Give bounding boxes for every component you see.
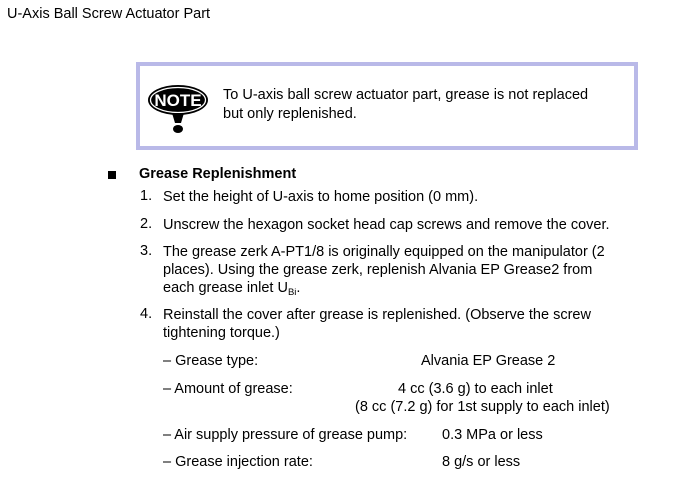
step-text (163, 216, 610, 234)
step-text-line: tightening torque.) (163, 325, 280, 341)
spec-label: – Grease type: (163, 353, 259, 369)
page-header-title: U-Axis Ball Screw Actuator Part (7, 6, 211, 22)
spec-label: – Grease injection rate: (163, 454, 313, 470)
step-text-line: places). Using the grease zerk, replenish Alvania EP Grease2 from (163, 262, 593, 278)
square-bullet-icon (108, 171, 116, 179)
note-text-line-2: but only replenished. (223, 106, 357, 122)
step-text (163, 188, 478, 206)
section-heading: Grease Replenishment (139, 166, 297, 182)
step-number: 2. (140, 216, 153, 232)
note-icon (147, 79, 211, 135)
step-number: 4. (140, 306, 153, 322)
note-text (223, 86, 623, 124)
step-number: 1. (140, 188, 153, 204)
note-box (136, 62, 638, 150)
spec-value: 4 cc (3.6 g) to each inlet (398, 381, 553, 397)
step-text-line: Reinstall the cover after grease is replenished. (Observe the screw (163, 307, 591, 323)
spec-label: – Air supply pressure of grease pump: (163, 427, 408, 443)
step-number: 3. (140, 243, 153, 259)
step-text-line (163, 279, 605, 302)
step-text-line: Unscrew the hexagon socket head cap screws and remove the cover. (163, 217, 610, 233)
spec-label: – Amount of grease: (163, 381, 293, 397)
spec-value: Alvania EP Grease 2 (421, 353, 556, 369)
spec-value: 8 g/s or less (442, 454, 521, 470)
note-text-line-1: To U-axis ball screw actuator part, grease is not replaced (223, 87, 589, 103)
step-text-period: . (296, 280, 301, 296)
step-text (163, 243, 605, 302)
step-text (163, 306, 591, 342)
inlet-subscript: Bi (287, 287, 297, 298)
step-text-line: The grease zerk A-PT1/8 is originally equipped on the manipulator (2 (163, 244, 605, 260)
spec-value: 0.3 MPa or less (442, 427, 543, 443)
note-icon-label: NOTE (154, 91, 202, 110)
step-text-segment: each grease inlet U (163, 280, 288, 296)
step-text-line: Set the height of U-axis to home position (0 mm). (163, 189, 479, 205)
spec-value-secondary: (8 cc (7.2 g) for 1st supply to each inlet) (355, 399, 610, 415)
